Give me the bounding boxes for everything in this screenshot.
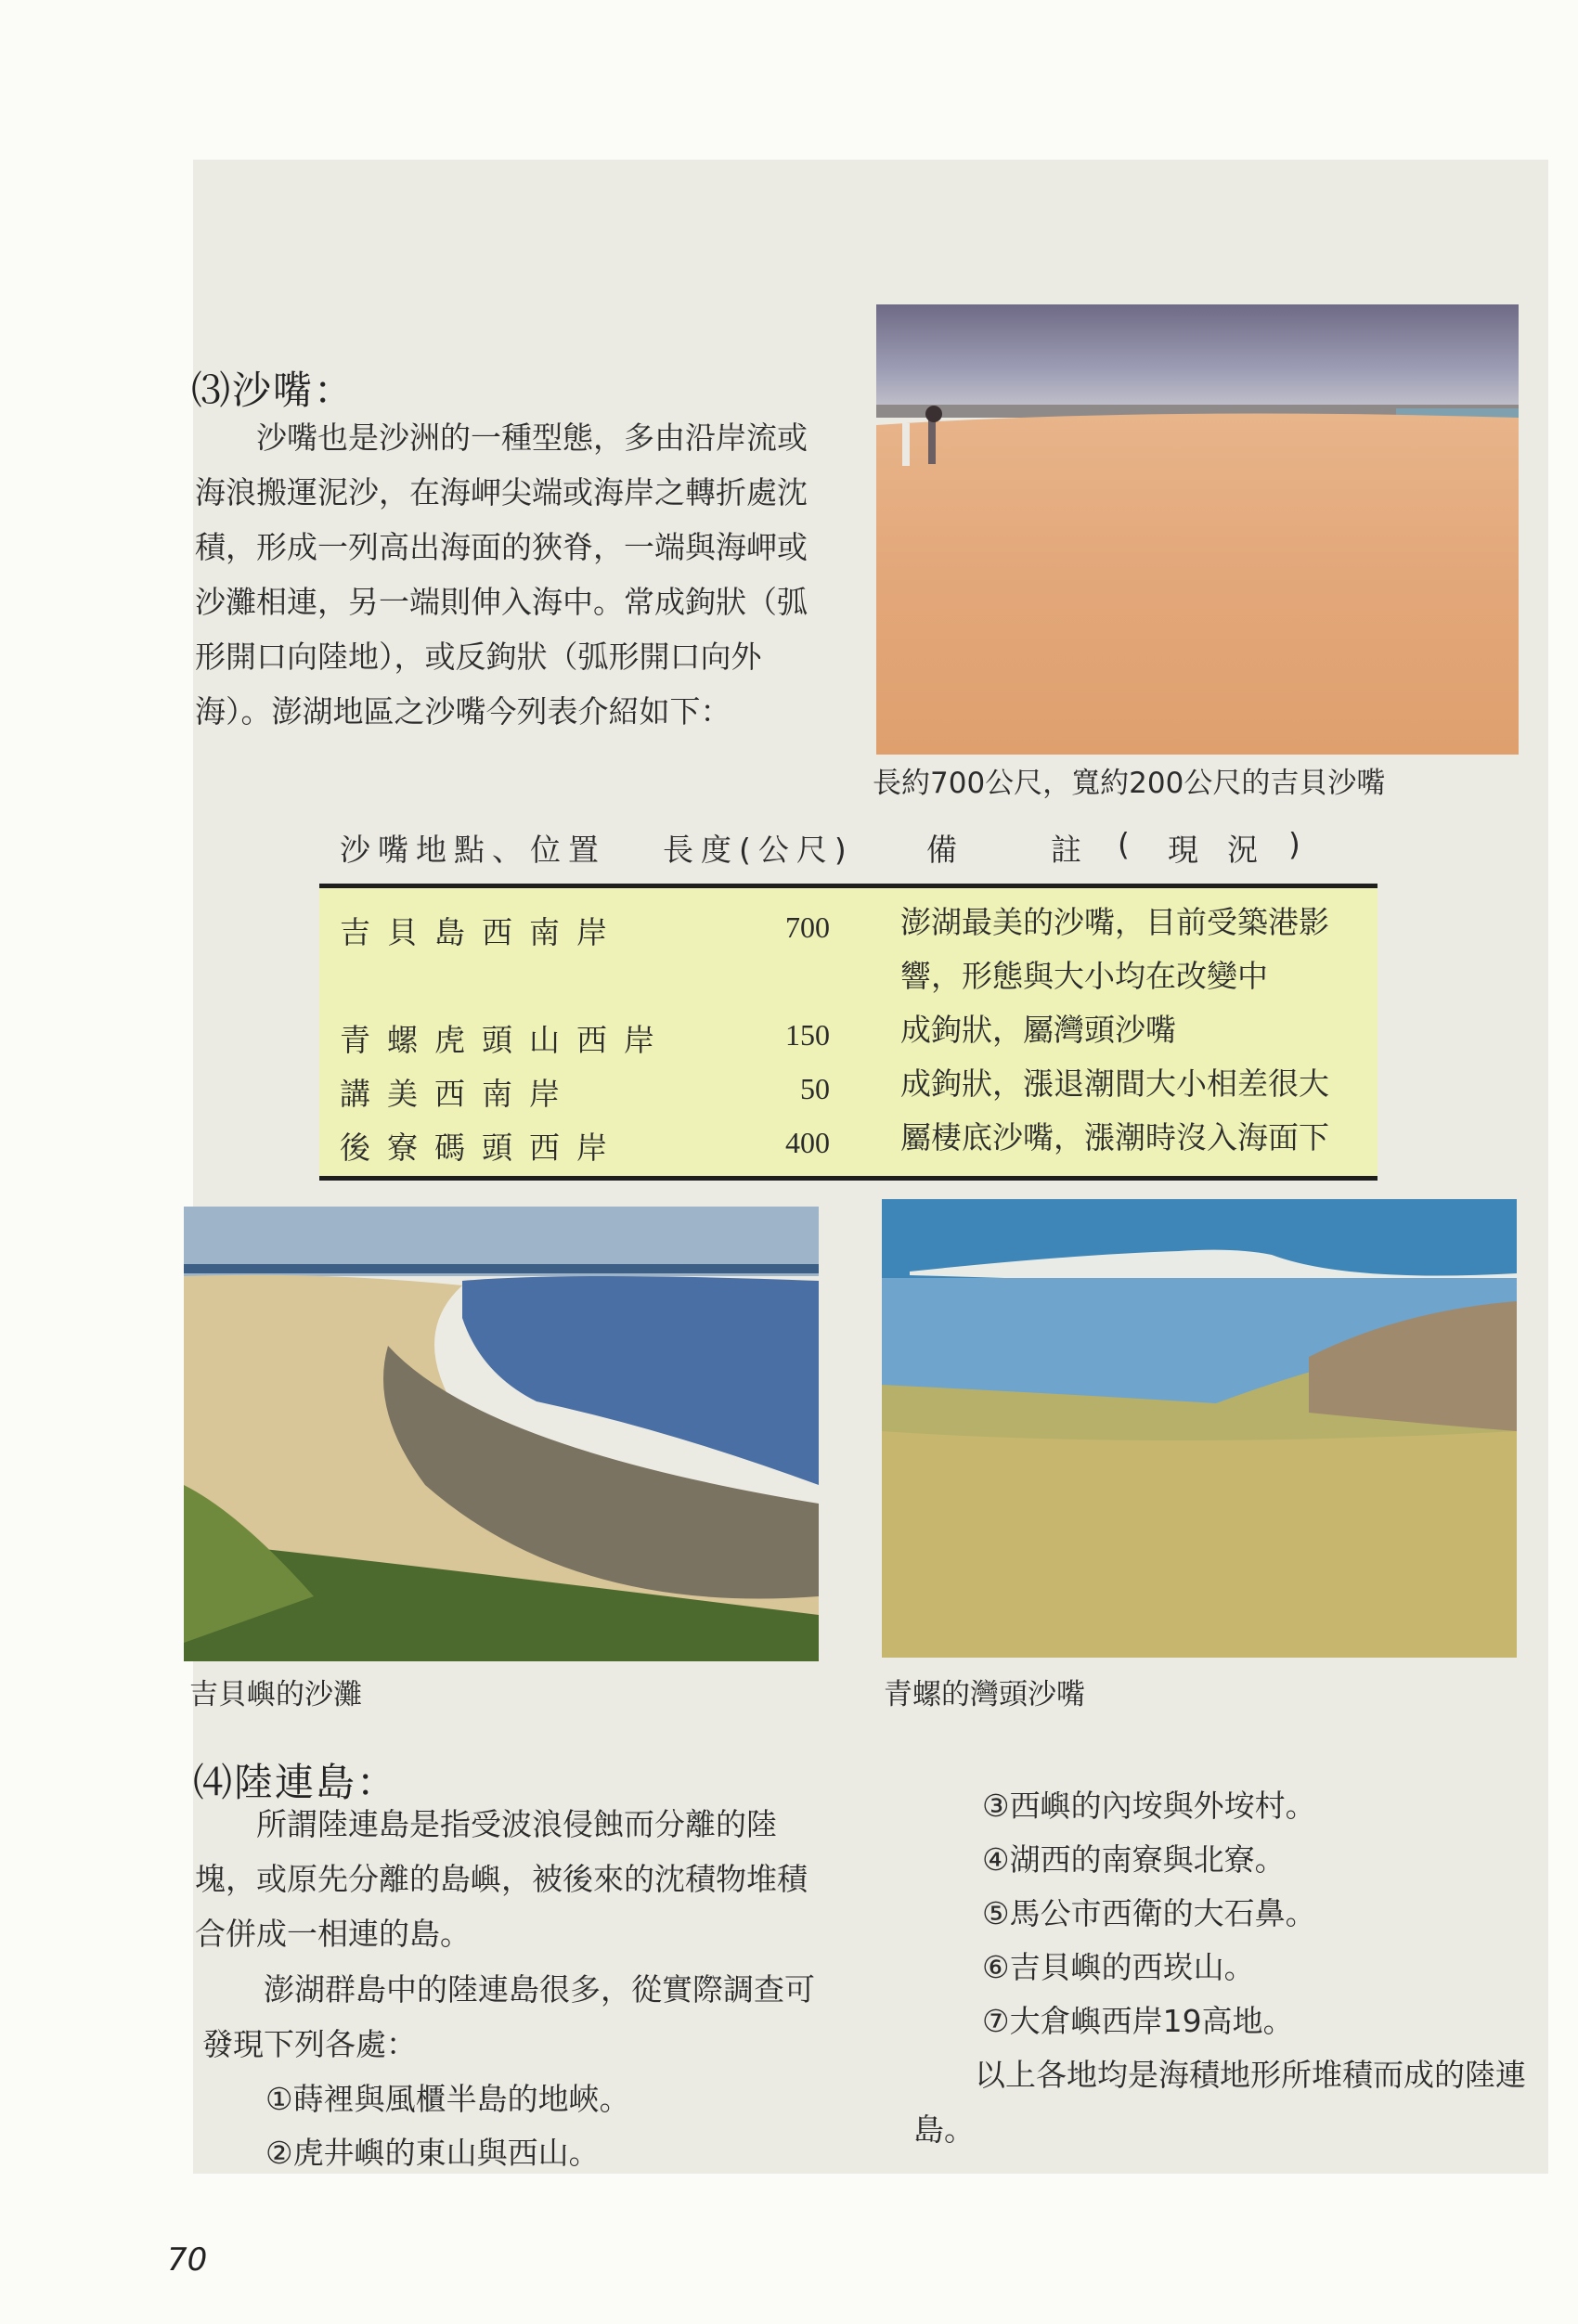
section3-heading: ⑶沙嘴： bbox=[191, 368, 356, 413]
row-length: 150 bbox=[785, 1018, 830, 1052]
section4-heading: ⑷陸連島： bbox=[193, 1760, 398, 1805]
photo-jibei-beach bbox=[184, 1207, 819, 1661]
row-note: 成鉤狀，屬灣頭沙嘴 bbox=[900, 1012, 1176, 1048]
row-note: 成鉤狀，漲退潮間大小相差很大 bbox=[900, 1065, 1329, 1102]
photo-qingluo-sandspit bbox=[882, 1199, 1517, 1658]
photo-jibei-sandspit bbox=[876, 304, 1519, 755]
section3-body: 沙嘴也是沙洲的一種型態，多由沿岸流或海浪搬運泥沙，在海岬尖端或海岸之轉折處沈積，形成一列高出海面的狹脊，一端與海岬或沙灘相連，另一端則伸入海中。常成鉤狀（弧形開口向陸地），或反鉤狀（弧形開口向外海）。澎湖地區之沙嘴今列表介紹如下： bbox=[195, 420, 808, 729]
list-item: ⑤馬公市西衛的大石鼻。 bbox=[982, 1895, 1316, 1931]
header-note-1: 備 bbox=[926, 832, 964, 868]
row-note: 屬棲底沙嘴，漲潮時沒入海面下 bbox=[900, 1119, 1329, 1156]
row-note: 澎湖最美的沙嘴，目前受築港影響，形態與大小均在改變中 bbox=[900, 904, 1329, 994]
header-note-3: ( bbox=[1118, 826, 1137, 862]
list-item: ⑦大倉嶼西岸19高地。 bbox=[982, 2003, 1294, 2039]
list-item: ⑥吉貝嶼的西崁山。 bbox=[982, 1949, 1255, 1985]
list-item: ③西嶼的內垵與外垵村。 bbox=[982, 1788, 1316, 1824]
header-note-5: 況 bbox=[1227, 832, 1265, 868]
section4-para1: 所謂陸連島是指受波浪侵蝕而分離的陸塊，或原先分離的島嶼，被後來的沈積物堆積合併成一相連的島。 bbox=[195, 1806, 808, 1952]
row-location: 後寮碼頭西岸 bbox=[340, 1130, 624, 1166]
section4-para2: 澎湖群島中的陸連島很多，從實際調查可發現下列各處： bbox=[202, 1971, 815, 2062]
page-number: 70 bbox=[167, 2241, 208, 2279]
row-location: 青螺虎頭山西岸 bbox=[340, 1022, 671, 1058]
header-note-6: ) bbox=[1288, 826, 1308, 862]
section4-conclusion: 以上各地均是海積地形所堆積而成的陸連島。 bbox=[913, 2057, 1526, 2148]
header-length: 長度(公尺) bbox=[663, 832, 854, 868]
header-note-4: 現 bbox=[1168, 832, 1206, 868]
caption-left-photo: 吉貝嶼的沙灘 bbox=[189, 1678, 362, 1711]
row-length: 700 bbox=[785, 910, 830, 944]
list-item: ④湖西的南寮與北寮。 bbox=[982, 1841, 1286, 1878]
sandspit-table bbox=[319, 884, 1378, 1181]
list-item: ①蒔裡與風櫃半島的地峽。 bbox=[265, 2081, 630, 2117]
header-location: 沙嘴地點、位置 bbox=[340, 832, 606, 868]
row-length: 400 bbox=[785, 1126, 830, 1159]
caption-right-photo: 青螺的灣頭沙嘴 bbox=[884, 1678, 1085, 1711]
header-note-2: 註 bbox=[1051, 832, 1089, 868]
caption-top-photo: 長約700公尺，寬約200公尺的吉貝沙嘴 bbox=[873, 767, 1386, 800]
row-location: 吉貝島西南岸 bbox=[340, 914, 624, 950]
list-item: ②虎井嶼的東山與西山。 bbox=[265, 2135, 600, 2171]
row-length: 50 bbox=[800, 1072, 830, 1105]
row-location: 講美西南岸 bbox=[340, 1076, 576, 1112]
